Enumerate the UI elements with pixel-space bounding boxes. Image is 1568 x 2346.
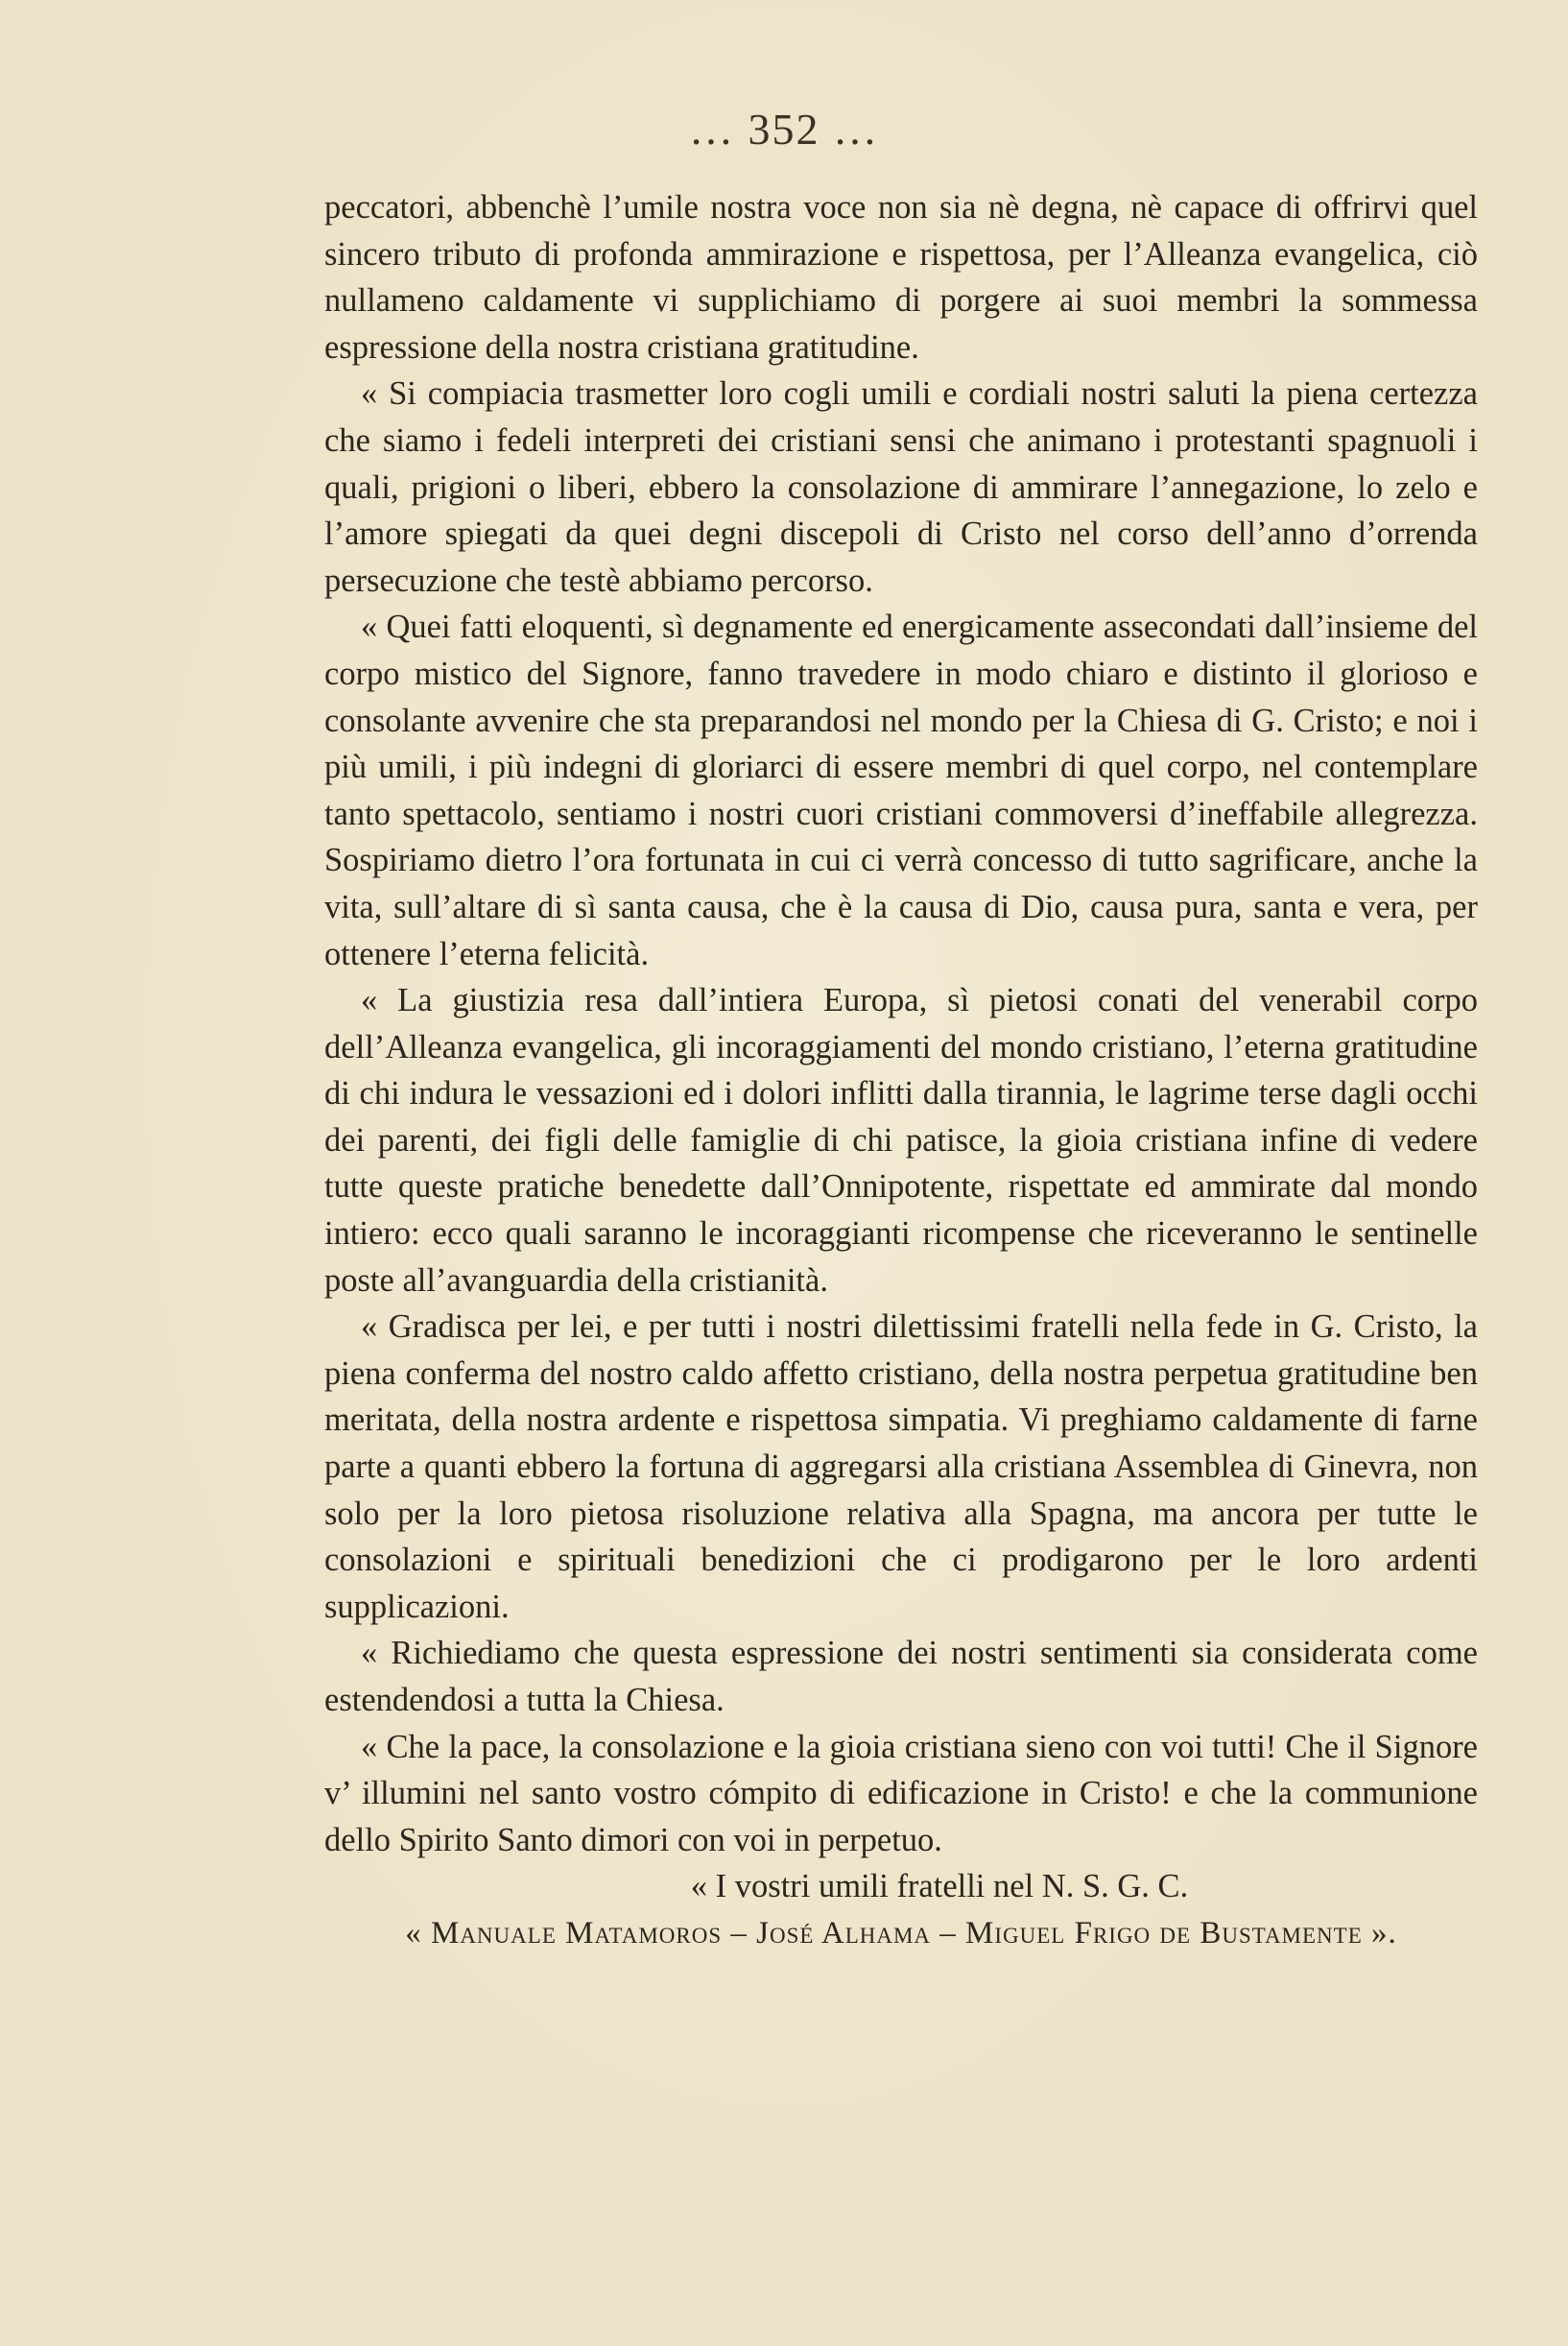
paragraph-2: « Si compiacia trasmetter loro cogli umili e cordiali nostri saluti la piena certezza che siamo i fedeli interpreti dei cristiani sensi che animano i protestanti spagnuoli i quali, prigioni o liberi, ebbero la consolazione di ammirare l’annegazione, lo zelo e l’amore spiegati da quei degni discepoli di Cristo nel corso dell’anno d’orrenda persecuzione che testè abbiamo percorso. — [324, 375, 1478, 599]
paragraph-7: « Che la pace, la consolazione e la gioia cristiana sieno con voi tutti! Che il Signore v’ illumini nel santo vostro cómpito di edificazione in Cristo! e che la communione dello Spirito Santo dimori con voi in perpetuo. — [324, 1728, 1478, 1858]
paragraph-4: « La giustizia resa dall’intiera Europa, sì pietosi conati del venerabil corpo dell’Alleanza evangelica, gli incoraggiamenti del mondo cristiano, l’eterna gratitudine di chi indura le vessazioni ed i dolori inflitti dalla tirannia, le lagrime terse dagli occhi dei parenti, dei figli delle famiglie di chi patisce, la gioia cristiana infine di vedere tutte queste pratiche benedette dall’Onnipotente, rispettate ed ammirate dal mondo intiero: ecco quali saranno le incoraggianti ricompense che riceveranno le sentinelle poste all’avanguardia della cristianità. — [324, 982, 1478, 1299]
paragraph-3: « Quei fatti eloquenti, sì degnamente ed energicamente assecondati dall’insieme del corpo mistico del Signore, fanno travedere in modo chiaro e distinto il glorioso e consolante avvenire che sta preparandosi nel mondo per la Chiesa di G. Cristo; e noi i più umili, i più indegni di gloriarci di essere membri di quel corpo, nel contemplare tanto spettacolo, sentiamo i nostri cuori cristiani commoversi d’ineffabile allegrezza. Sospiriamo dietro l’ora fortunata in cui ci verrà concesso di tutto sagrificare, anche la vita, sull’altare di sì santa causa, che è la causa di Dio, causa pura, santa e vera, per ottenere l’eterna felicità. — [324, 609, 1478, 972]
paragraph-1: peccatori, abbenchè l’umile nostra voce non sia nè degna, nè capace di offrirvi quel sincero tributo di profonda ammirazione e rispettosa, per l’Alleanza evangelica, ciò nullameno caldamente vi supplichiamo di porgere ai suoi membri la sommessa espressione della nostra cristiana gratitudine. — [324, 189, 1478, 366]
page-number: … 352 … — [689, 105, 879, 154]
paragraph-5: « Gradisca per lei, e per tutti i nostri dilettissimi fratelli nella fede in G. Cristo, la piena conferma del nostro caldo affetto cristiano, della nostra perpetua gratitudine ben meritata, della nostra ardente e rispettosa simpatia. Vi preghiamo caldamente di farne parte a quanti ebbero la fortuna di aggregarsi alla cristiana Assemblea di Ginevra, non solo per la loro pietosa risoluzione relativa alla Spagna, ma ancora per tutte le consolazioni e spirituali benedizioni che ci prodigarono per le loro ardenti supplicazioni. — [324, 1308, 1478, 1625]
paragraph-6: « Richiediamo che questa espressione dei nostri sentimenti sia considerata come estendendosi a tutta la Chiesa. — [324, 1635, 1478, 1718]
body-text — [324, 184, 1478, 1957]
signature-intro: « I vostri umili fratelli nel N. S. G. C. — [690, 1868, 1189, 1905]
signature-names: « Manuale Matamoros – José Alhama – Miguel Frigo de Bustamente ». — [405, 1915, 1397, 1951]
